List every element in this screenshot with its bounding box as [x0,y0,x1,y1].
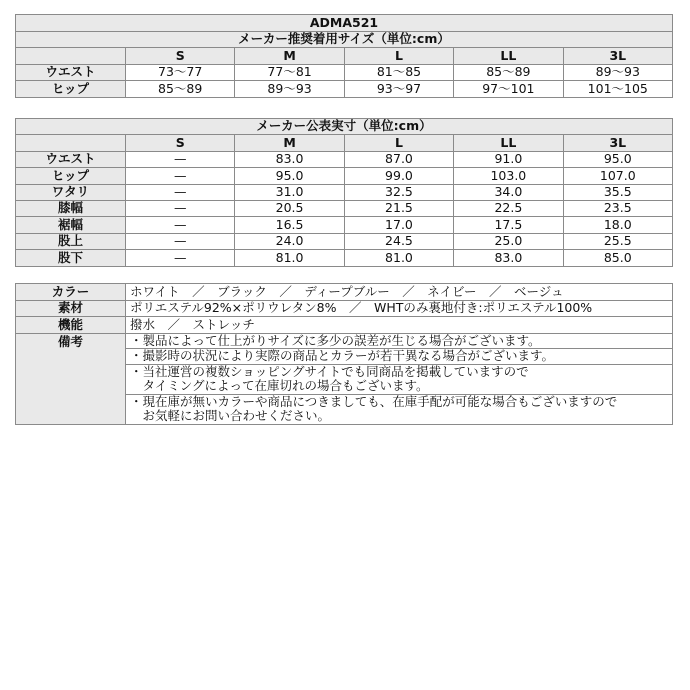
cell: 16.5 [235,217,344,233]
table-row [16,151,673,167]
recommended-table-title: メーカー推奨着用サイズ（単位:cm） [16,31,673,48]
cell: 24.0 [235,233,344,249]
table-row [16,200,673,216]
cell: 89～93 [235,81,344,98]
size-s: S [126,135,235,151]
actual-size-table [15,118,673,267]
cell: 91.0 [454,151,563,167]
cell: 18.0 [563,217,672,233]
notes-list [126,333,673,424]
cell: 31.0 [235,184,344,200]
table-row [16,168,673,184]
row-label: ヒップ [16,168,126,184]
material-label: 素材 [16,300,126,317]
note-item: タイミングによって在庫切れの場合もございます。 [126,379,672,395]
size-l: L [344,135,453,151]
size-header-row [16,135,673,151]
table-row [16,64,673,81]
product-info-table [15,283,673,425]
cell: 32.5 [344,184,453,200]
cell: 81.0 [344,250,453,266]
size-3l: 3L [563,135,672,151]
color-row [16,284,673,301]
cell: 95.0 [235,168,344,184]
cell: 73～77 [126,64,235,81]
function-value: 撥水 ／ ストレッチ [126,317,673,334]
row-label: 股上 [16,233,126,249]
cell: 20.5 [235,200,344,216]
function-row [16,317,673,334]
size-l: L [344,48,453,65]
size-header-row [16,48,673,65]
material-value: ポリエステル92%×ポリウレタン8% ／ WHTのみ裏地付き:ポリエステル100% [126,300,673,317]
cell: 103.0 [454,168,563,184]
cell: — [126,233,235,249]
note-item: ・当社運営の複数ショッピングサイトでも同商品を掲載していますので [130,363,529,379]
function-label: 機能 [16,317,126,334]
size-m: M [235,135,344,151]
cell: 81.0 [235,250,344,266]
row-label: ウエスト [16,151,126,167]
cell: 77～81 [235,64,344,81]
model-number: ADMA521 [16,15,673,32]
cell: — [126,217,235,233]
row-label: ヒップ [16,81,126,98]
recommended-size-table [15,14,673,98]
cell: 23.5 [563,200,672,216]
row-label: ウエスト [16,64,126,81]
cell: 22.5 [454,200,563,216]
note-item: ・製品によって仕上がりサイズに多少の誤差が生じる場合がございます。 [126,334,672,350]
notes-row [16,333,673,424]
table-row [16,250,673,266]
cell: 83.0 [454,250,563,266]
cell: 25.0 [454,233,563,249]
table-row [16,184,673,200]
note-item: ・現在庫が無いカラーや商品につきましても、在庫手配が可能な場合もございますので [130,393,618,409]
cell: 93～97 [344,81,453,98]
cell: 101～105 [563,81,672,98]
cell: — [126,168,235,184]
row-label: 股下 [16,250,126,266]
notes-label: 備考 [16,333,126,424]
cell: 25.5 [563,233,672,249]
cell: 87.0 [344,151,453,167]
cell: 24.5 [344,233,453,249]
actual-table-title: メーカー公表実寸（単位:cm） [16,119,673,135]
row-label: 膝幅 [16,200,126,216]
cell: 85～89 [126,81,235,98]
cell: — [126,184,235,200]
cell: 17.5 [454,217,563,233]
table-row [16,233,673,249]
cell: 99.0 [344,168,453,184]
cell: — [126,250,235,266]
cell: 34.0 [454,184,563,200]
size-ll: LL [454,48,563,65]
cell: 85～89 [454,64,563,81]
cell: 81～85 [344,64,453,81]
color-value: ホワイト ／ ブラック ／ ディープブルー ／ ネイビー ／ ベージュ [126,284,673,301]
cell: 17.0 [344,217,453,233]
cell: 83.0 [235,151,344,167]
material-row [16,300,673,317]
table-row [16,217,673,233]
color-label: カラー [16,284,126,301]
size-s: S [126,48,235,65]
cell: 35.5 [563,184,672,200]
cell: 95.0 [563,151,672,167]
cell: — [126,200,235,216]
cell: 85.0 [563,250,672,266]
row-label: 裾幅 [16,217,126,233]
note-item: お気軽にお問い合わせください。 [130,408,331,423]
cell: 97～101 [454,81,563,98]
size-m: M [235,48,344,65]
table-row [16,81,673,98]
cell: 21.5 [344,200,453,216]
cell: 89～93 [563,64,672,81]
cell: 107.0 [563,168,672,184]
size-ll: LL [454,135,563,151]
size-3l: 3L [563,48,672,65]
note-item: ・撮影時の状況により実際の商品とカラーが若干異なる場合がございます。 [126,349,672,365]
row-label: ワタリ [16,184,126,200]
cell: — [126,151,235,167]
